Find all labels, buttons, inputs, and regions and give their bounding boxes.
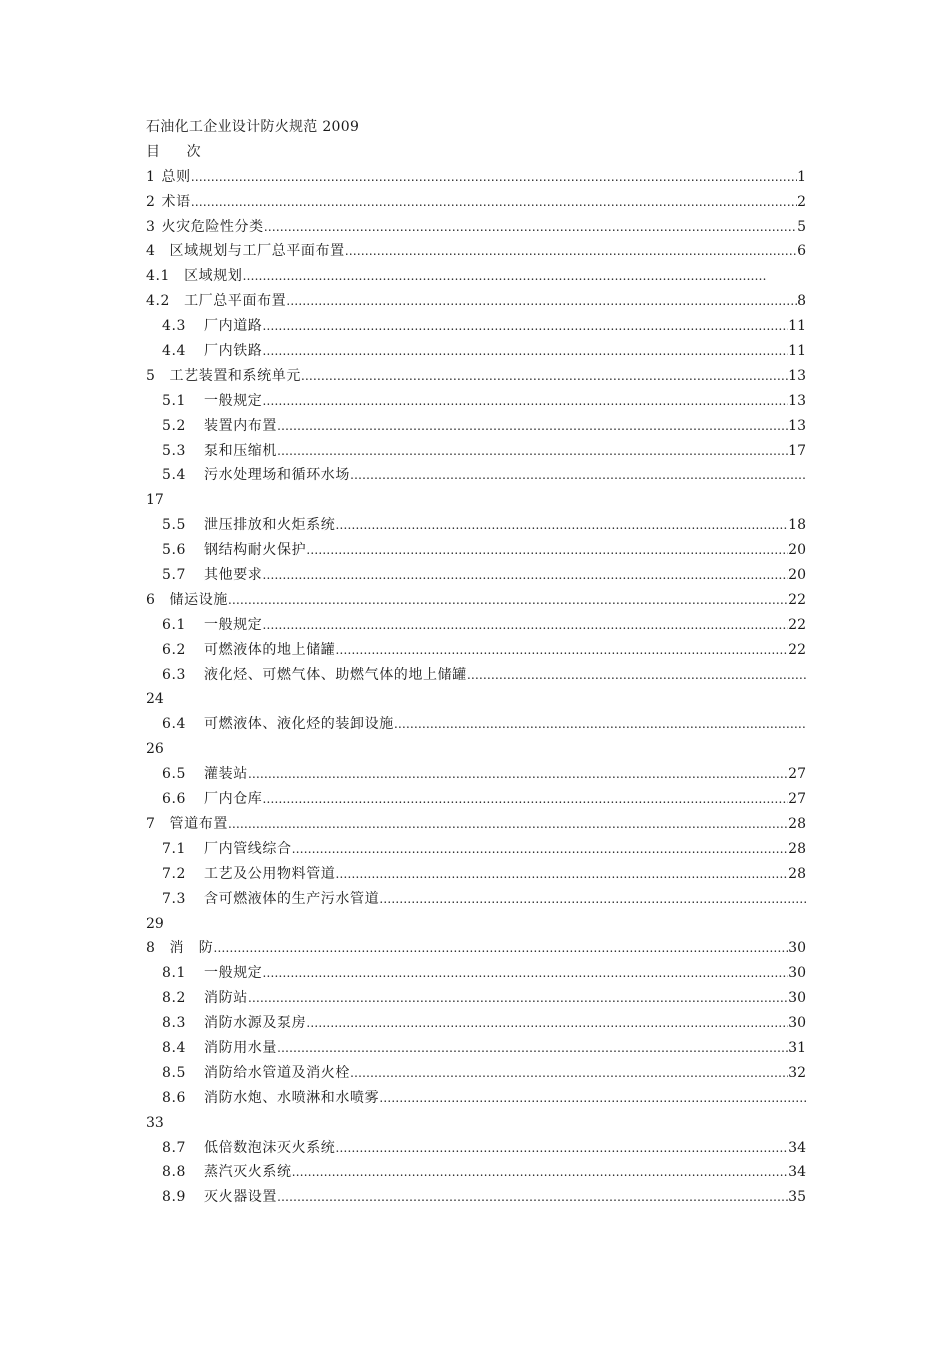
toc-entry[interactable]	[146, 190, 806, 215]
toc-entry[interactable]	[146, 936, 806, 961]
toc-entry-label: 消 防	[169, 940, 214, 957]
toc-entry-label: 厂内仓库	[204, 791, 263, 808]
document-page	[146, 115, 806, 1210]
toc-entry[interactable]	[146, 538, 806, 563]
toc-dot-leader	[248, 986, 788, 1011]
toc-entry-number: 7	[146, 815, 156, 832]
toc-entry-page: 20	[788, 542, 806, 559]
toc-entry-number: 5.4	[162, 467, 187, 484]
toc-entry-number: 8.9	[162, 1189, 187, 1206]
toc-entry-label: 泵和压缩机	[204, 442, 277, 459]
toc-entry-label: 装置内布置	[204, 417, 277, 434]
toc-entry-number: 5.5	[162, 517, 187, 534]
toc-entry-label: 管道布置	[169, 815, 228, 832]
toc-entry-label: 工艺及公用物料管道	[204, 865, 336, 882]
toc-entry-number: 7.1	[162, 840, 187, 857]
toc-entry-label: 污水处理场和循环水场	[204, 467, 350, 484]
toc-entry-label: 储运设施	[169, 591, 228, 608]
toc-entry-number: 5	[146, 367, 156, 384]
toc-entry-label: 消防水炮、水喷淋和水喷雾	[204, 1089, 380, 1106]
toc-dot-leader	[467, 663, 806, 688]
toc-entry-label: 可燃液体的地上储罐	[204, 641, 336, 658]
toc-entry-number: 6.5	[162, 766, 187, 783]
toc-entry-page: 30	[788, 940, 806, 957]
toc-dot-leader	[228, 812, 788, 837]
toc-entry-page-wrapped: 17	[146, 492, 164, 509]
toc-entry-label: 火灾危险性分类	[161, 218, 264, 235]
toc-entry-label: 消防用水量	[204, 1039, 277, 1056]
toc-entry-number: 1	[146, 168, 156, 185]
toc-entry-page: 2	[797, 193, 806, 210]
toc-entry-page: 22	[788, 641, 806, 658]
toc-entry-label: 厂内道路	[204, 318, 263, 335]
toc-entry[interactable]	[146, 787, 806, 812]
toc-entry-page: 27	[788, 791, 806, 808]
toc-entry[interactable]	[146, 961, 806, 986]
toc-entry-number: 5.6	[162, 542, 187, 559]
toc-entry-page: 34	[788, 1164, 806, 1181]
toc-entry-number: 4.4	[162, 343, 187, 360]
table-of-contents	[146, 165, 806, 1210]
toc-entry[interactable]	[146, 264, 766, 289]
toc-entry[interactable]	[146, 1086, 806, 1111]
toc-dot-leader	[262, 389, 788, 414]
toc-entry-label: 厂内管线综合	[204, 840, 292, 857]
toc-entry-number: 8.2	[162, 990, 187, 1007]
toc-entry-label: 消防给水管道及消火栓	[204, 1064, 350, 1081]
toc-entry[interactable]	[146, 339, 806, 364]
toc-entry-label: 总则	[161, 168, 191, 185]
toc-entry[interactable]	[146, 1160, 806, 1185]
toc-entry-page: 5	[797, 218, 806, 235]
toc-entry[interactable]	[146, 712, 806, 737]
toc-dot-leader	[379, 887, 806, 912]
toc-entry[interactable]	[146, 1011, 806, 1036]
toc-entry-number: 2	[146, 193, 156, 210]
toc-entry[interactable]	[146, 289, 806, 314]
toc-entry[interactable]	[146, 463, 806, 488]
toc-entry-number: 6.6	[162, 791, 187, 808]
toc-dot-leader	[262, 613, 788, 638]
toc-entry[interactable]	[146, 314, 806, 339]
toc-entry-label: 一般规定	[204, 965, 263, 982]
toc-entry-page: 22	[788, 591, 806, 608]
toc-entry-label: 液化烃、可燃气体、助燃气体的地上储罐	[204, 666, 467, 683]
toc-entry-label: 可燃液体、液化烃的装卸设施	[204, 716, 394, 733]
toc-entry-number: 4.1	[146, 268, 171, 285]
toc-entry-number: 6.2	[162, 641, 187, 658]
toc-entry-page: 17	[788, 442, 806, 459]
toc-dot-leader	[394, 712, 806, 737]
toc-entry-number: 7.3	[162, 890, 187, 907]
toc-entry-page-wrapped: 26	[146, 741, 164, 758]
toc-entry-label: 含可燃液体的生产污水管道	[204, 890, 380, 907]
toc-entry[interactable]	[146, 663, 806, 688]
toc-dot-leader	[301, 364, 788, 389]
toc-entry-label: 区域规划与工厂总平面布置	[169, 243, 345, 260]
toc-entry-number: 8.1	[162, 965, 187, 982]
toc-entry-label: 工艺装置和系统单元	[169, 367, 301, 384]
toc-dot-leader	[262, 961, 788, 986]
toc-dot-leader	[306, 538, 788, 563]
toc-entry[interactable]	[146, 414, 806, 439]
toc-dot-leader	[277, 439, 788, 464]
toc-dot-leader	[242, 264, 766, 289]
toc-entry-page: 35	[788, 1189, 806, 1206]
toc-entry-page: 22	[788, 616, 806, 633]
toc-entry-number: 5.7	[162, 567, 187, 584]
toc-entry-page: 34	[788, 1139, 806, 1156]
toc-entry[interactable]	[146, 812, 806, 837]
toc-entry-label: 低倍数泡沫灭火系统	[204, 1139, 336, 1156]
toc-entry-page: 30	[788, 1015, 806, 1032]
toc-entry-label: 灭火器设置	[204, 1189, 277, 1206]
toc-entry[interactable]	[146, 1061, 806, 1086]
toc-entry-page-wrapped: 24	[146, 691, 164, 708]
toc-entry[interactable]	[146, 239, 806, 264]
toc-entry-label: 蒸汽灭火系统	[204, 1164, 292, 1181]
toc-entry-page: 11	[788, 318, 806, 335]
toc-entry-label: 区域规划	[184, 268, 243, 285]
toc-dot-leader	[335, 513, 788, 538]
toc-dot-leader	[292, 1160, 789, 1185]
toc-entry-number: 4.3	[162, 318, 187, 335]
toc-dot-leader	[262, 339, 788, 364]
toc-entry-label: 工厂总平面布置	[184, 293, 287, 310]
toc-entry-number: 8.8	[162, 1164, 187, 1181]
toc-entry[interactable]	[146, 513, 806, 538]
toc-entry-label: 厂内铁路	[204, 343, 263, 360]
toc-heading-char-2: 次	[186, 143, 202, 160]
toc-dot-leader	[350, 463, 806, 488]
toc-entry[interactable]	[146, 887, 806, 912]
toc-entry-label: 一般规定	[204, 392, 263, 409]
toc-entry[interactable]	[146, 986, 806, 1011]
toc-entry-number: 3	[146, 218, 156, 235]
toc-dot-leader	[191, 190, 797, 215]
toc-entry[interactable]	[146, 439, 806, 464]
toc-entry-number: 4	[146, 243, 156, 260]
toc-entry-page: 6	[797, 243, 806, 260]
toc-dot-leader	[191, 165, 797, 190]
toc-entry-number: 8.6	[162, 1089, 187, 1106]
toc-entry-number: 6.4	[162, 716, 187, 733]
toc-entry[interactable]	[146, 638, 806, 663]
toc-heading	[146, 140, 806, 165]
toc-entry-page: 8	[797, 293, 806, 310]
toc-dot-leader	[277, 414, 788, 439]
toc-entry-number: 8.5	[162, 1064, 187, 1081]
toc-entry-page: 32	[788, 1064, 806, 1081]
toc-entry-label: 灌装站	[204, 766, 248, 783]
toc-dot-leader	[335, 1136, 788, 1161]
toc-entry[interactable]	[146, 1036, 806, 1061]
toc-entry-page: 1	[797, 168, 806, 185]
toc-entry[interactable]	[146, 837, 806, 862]
toc-dot-leader	[264, 215, 797, 240]
toc-entry-page: 28	[788, 815, 806, 832]
toc-dot-leader	[292, 837, 789, 862]
toc-entry-number: 6.3	[162, 666, 187, 683]
toc-entry[interactable]	[146, 364, 806, 389]
toc-entry-label: 术语	[161, 193, 191, 210]
toc-dot-leader	[306, 1011, 788, 1036]
toc-entry[interactable]	[146, 1136, 806, 1161]
toc-dot-leader	[262, 563, 788, 588]
toc-entry-number: 8	[146, 940, 156, 957]
toc-entry-number: 5.3	[162, 442, 187, 459]
toc-entry[interactable]	[146, 613, 806, 638]
toc-entry-number: 6	[146, 591, 156, 608]
toc-entry-label: 其他要求	[204, 567, 263, 584]
toc-dot-leader	[379, 1086, 806, 1111]
toc-entry[interactable]	[146, 563, 806, 588]
toc-entry-label: 泄压排放和火炬系统	[204, 517, 336, 534]
toc-entry-label: 消防站	[204, 990, 248, 1007]
toc-entry-page: 13	[788, 417, 806, 434]
toc-entry-number: 6.1	[162, 616, 187, 633]
toc-entry-label: 钢结构耐火保护	[204, 542, 307, 559]
toc-entry-page: 27	[788, 766, 806, 783]
toc-entry-number: 8.4	[162, 1039, 187, 1056]
toc-entry-page: 30	[788, 990, 806, 1007]
toc-entry-number: 8.3	[162, 1015, 187, 1032]
toc-dot-leader	[350, 1061, 788, 1086]
toc-entry-number: 8.7	[162, 1139, 187, 1156]
document-title: 石油化工企业设计防火规范 2009	[146, 119, 360, 135]
toc-dot-leader	[262, 787, 788, 812]
toc-entry-page: 18	[788, 517, 806, 534]
toc-entry-number: 5.2	[162, 417, 187, 434]
toc-entry[interactable]	[146, 762, 806, 787]
toc-entry-page: 31	[788, 1039, 806, 1056]
toc-heading-char-1: 目	[146, 143, 161, 160]
toc-dot-leader	[345, 239, 797, 264]
toc-entry-label: 一般规定	[204, 616, 263, 633]
toc-entry-page-wrapped: 33	[146, 1114, 164, 1131]
toc-dot-leader	[228, 588, 788, 613]
toc-entry-number: 4.2	[146, 293, 171, 310]
toc-dot-leader	[335, 862, 788, 887]
toc-entry[interactable]	[146, 165, 806, 190]
toc-dot-leader	[248, 762, 788, 787]
toc-entry-label: 消防水源及泵房	[204, 1015, 307, 1032]
toc-entry-number: 5.1	[162, 392, 187, 409]
toc-entry-page: 11	[788, 343, 806, 360]
toc-entry-page: 28	[788, 840, 806, 857]
toc-dot-leader	[277, 1185, 788, 1210]
toc-dot-leader	[335, 638, 788, 663]
toc-dot-leader	[262, 314, 788, 339]
toc-entry-page-wrapped: 29	[146, 915, 164, 932]
toc-entry-page: 20	[788, 567, 806, 584]
toc-entry-number: 7.2	[162, 865, 187, 882]
toc-entry-page: 13	[788, 367, 806, 384]
toc-entry-page: 30	[788, 965, 806, 982]
toc-dot-leader	[213, 936, 788, 961]
toc-entry[interactable]	[146, 1185, 806, 1210]
toc-entry[interactable]	[146, 862, 806, 887]
toc-dot-leader	[277, 1036, 788, 1061]
toc-entry[interactable]	[146, 588, 806, 613]
toc-entry-page: 13	[788, 392, 806, 409]
toc-entry[interactable]	[146, 215, 806, 240]
toc-dot-leader	[286, 289, 797, 314]
toc-entry-page: 28	[788, 865, 806, 882]
toc-entry[interactable]	[146, 389, 806, 414]
